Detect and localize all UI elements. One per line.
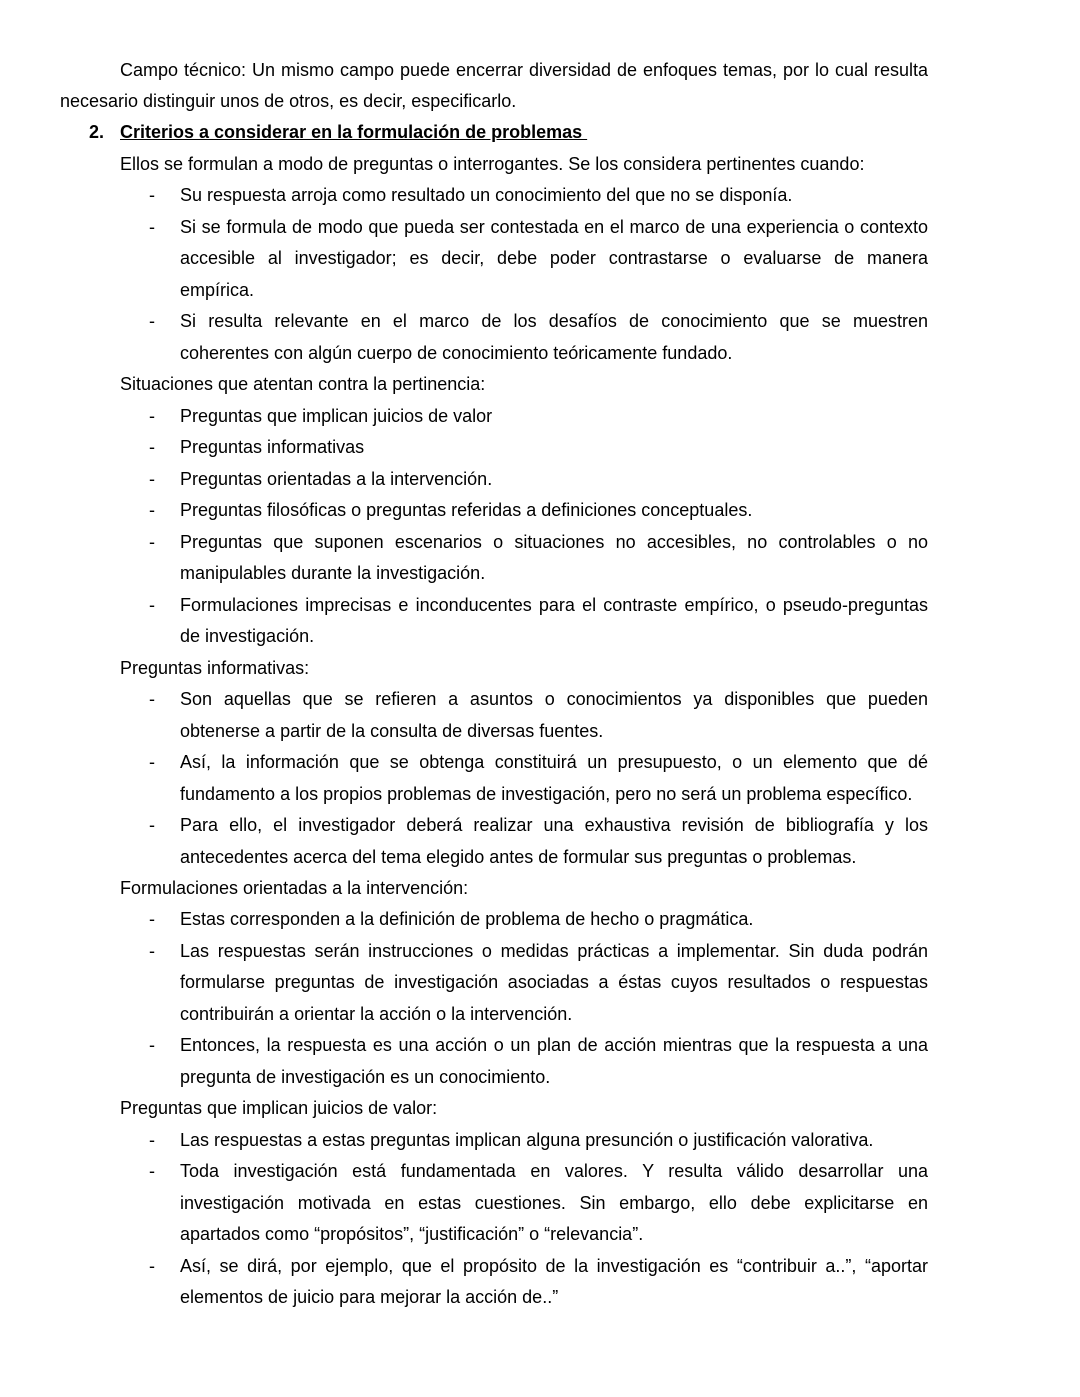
list-item: Entonces, la respuesta es una acción o un plan de acción mientras que la respuesta a una <box>180 1035 928 1055</box>
bullet-dash: - <box>149 437 155 457</box>
list-item: Así, se dirá, por ejemplo, que el propósito de la investigación es “contribuir a..”, “aportar <box>180 1256 928 1276</box>
list-item: Preguntas informativas <box>180 437 365 457</box>
bullet-dash: - <box>149 1035 155 1055</box>
bullet-dash: - <box>149 1130 155 1150</box>
list-item: Su respuesta arroja como resultado un conocimiento del que no se disponía. <box>180 185 793 205</box>
list-item-continuation: de investigación. <box>180 626 315 646</box>
list-item-continuation: pregunta de investigación es un conocimiento. <box>180 1067 551 1087</box>
list-item-continuation: contribuirán a orientar la acción o la intervención. <box>180 1004 573 1024</box>
list-item-continuation: obtenerse a partir de la consulta de diversas fuentes. <box>180 721 604 741</box>
subheading-intervencion: Formulaciones orientadas a la intervención: <box>120 878 469 898</box>
list-item: Para ello, el investigador deberá realizar una exhaustiva revisión de bibliografía y los <box>180 815 928 835</box>
list-item-continuation: accesible al investigador; es decir, debe poder contrastarse o evaluarse de manera <box>180 248 928 268</box>
list-item-continuation: elementos de juicio para mejorar la acción de..” <box>180 1287 559 1307</box>
section-title: Criterios a considerar en la formulación de problemas <box>120 122 588 142</box>
subheading-situaciones: Situaciones que atentan contra la pertinencia: <box>120 374 486 394</box>
list-item: Preguntas que implican juicios de valor <box>180 406 493 426</box>
list-item-continuation: apartados como “propósitos”, “justificación” o “relevancia”. <box>180 1224 644 1244</box>
subheading-juicios-valor: Preguntas que implican juicios de valor: <box>120 1098 438 1118</box>
list-item: Preguntas filosóficas o preguntas referidas a definiciones conceptuales. <box>180 500 753 520</box>
bullet-dash: - <box>149 595 155 615</box>
bullet-dash: - <box>149 1256 155 1276</box>
bullet-dash: - <box>149 1161 155 1181</box>
list-item: Formulaciones imprecisas e inconducentes para el contraste empírico, o pseudo-preguntas <box>180 595 928 615</box>
bullet-dash: - <box>149 500 155 520</box>
intro-line-2: necesario distinguir unos de otros, es decir, especificarlo. <box>60 91 517 111</box>
list-item: Las respuestas serán instrucciones o medidas prácticas a implementar. Sin duda podrán <box>180 941 928 961</box>
bullet-dash: - <box>149 689 155 709</box>
list-item: Si se formula de modo que pueda ser contestada en el marco de una experiencia o contexto <box>180 217 928 237</box>
bullet-dash: - <box>149 406 155 426</box>
list-item-continuation: investigación motivada en estas cuestiones. Sin embargo, ello debe explicitarse en <box>180 1193 928 1213</box>
list-item-continuation: fundamento a los propios problemas de investigación, pero no será un problema específico. <box>180 784 913 804</box>
list-item-continuation: antecedentes acerca del tema elegido antes de formular sus preguntas o problemas. <box>180 847 857 867</box>
section-number: 2. <box>89 122 105 142</box>
bullet-dash: - <box>149 752 155 772</box>
list-item-continuation: empírica. <box>180 280 255 300</box>
bullet-dash: - <box>149 532 155 552</box>
list-item: Las respuestas a estas preguntas implican alguna presunción o justificación valorativa. <box>180 1130 874 1150</box>
list-item: Preguntas orientadas a la intervención. <box>180 469 493 489</box>
bullet-dash: - <box>149 941 155 961</box>
list-item-continuation: manipulables durante la investigación. <box>180 563 486 583</box>
bullet-dash: - <box>149 185 155 205</box>
bullet-dash: - <box>149 469 155 489</box>
list-item: Preguntas que suponen escenarios o situaciones no accesibles, no controlables o no <box>180 532 928 552</box>
list-item: Así, la información que se obtenga constituirá un presupuesto, o un elemento que dé <box>180 752 928 772</box>
bullet-dash: - <box>149 217 155 237</box>
bullet-dash: - <box>149 815 155 835</box>
list-item: Estas corresponden a la definición de problema de hecho o pragmática. <box>180 909 754 929</box>
list-item-continuation: coherentes con algún cuerpo de conocimiento teóricamente fundado. <box>180 343 733 363</box>
bullet-dash: - <box>149 311 155 331</box>
list-item: Son aquellas que se refieren a asuntos o conocimientos ya disponibles que pueden <box>180 689 928 709</box>
list-item-continuation: formularse preguntas de investigación asociadas a éstas cuyos resultados o respuestas <box>180 972 928 992</box>
bullet-dash: - <box>149 909 155 929</box>
list-item: Si resulta relevante en el marco de los desafíos de conocimiento que se muestren <box>180 311 928 331</box>
list-item: Toda investigación está fundamentada en valores. Y resulta válido desarrollar una <box>180 1161 928 1181</box>
criteria-intro: Ellos se formulan a modo de preguntas o interrogantes. Se los considera pertinentes cuando: <box>120 154 865 174</box>
intro-line-1: Campo técnico: Un mismo campo puede encerrar diversidad de enfoques temas, por lo cual resulta <box>120 60 928 80</box>
subheading-informativas: Preguntas informativas: <box>120 658 310 678</box>
